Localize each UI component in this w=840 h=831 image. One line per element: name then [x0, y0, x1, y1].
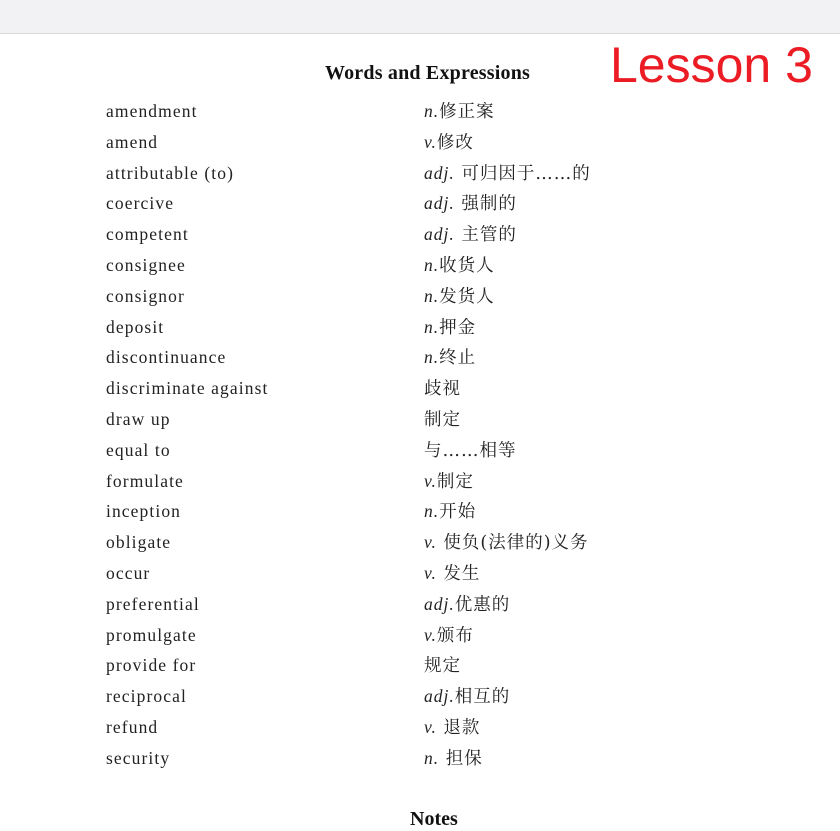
vocab-definition — [424, 466, 474, 497]
vocab-definition — [424, 404, 461, 435]
vocab-term: reciprocal — [106, 686, 187, 707]
vocab-row — [106, 373, 726, 404]
vocab-definition — [424, 373, 461, 404]
chinese-meaning: 终止 — [439, 348, 477, 369]
vocab-definition — [424, 219, 517, 250]
vocab-definition — [424, 681, 510, 712]
vocab-term: coercive — [106, 193, 175, 214]
vocab-term: occur — [106, 562, 151, 583]
vocab-definition — [424, 589, 510, 620]
chinese-meaning: 收货人 — [439, 255, 495, 276]
vocab-term: amendment — [106, 101, 198, 121]
chinese-meaning: 主管的 — [454, 225, 517, 246]
vocab-term: provide for — [106, 655, 197, 676]
part-of-speech: v. — [424, 562, 437, 583]
part-of-speech: v. — [424, 624, 437, 645]
part-of-speech: adj. — [424, 162, 455, 183]
vocab-definition — [424, 127, 474, 158]
vocab-term: discriminate against — [106, 378, 269, 399]
vocab-definition — [424, 342, 476, 373]
vocab-definition — [424, 650, 461, 681]
vocab-row — [106, 250, 726, 281]
vocab-term: competent — [106, 224, 189, 245]
vocab-term: equal to — [106, 439, 171, 460]
vocab-definition — [424, 712, 480, 743]
vocab-term: obligate — [106, 532, 172, 553]
vocab-row — [106, 127, 726, 158]
vocab-term: draw up — [106, 408, 171, 429]
vocab-definition — [424, 558, 480, 589]
part-of-speech: v. — [424, 131, 437, 152]
vocabulary-list — [106, 96, 726, 774]
chinese-meaning: 可归因于……的 — [454, 163, 591, 184]
vocab-definition — [424, 158, 591, 189]
vocab-term: inception — [106, 501, 182, 522]
lesson-label: Lesson 3 — [610, 37, 813, 93]
vocab-row — [106, 96, 726, 127]
vocab-definition — [424, 96, 495, 127]
chinese-meaning: 歧视 — [424, 379, 461, 400]
chinese-meaning: 押金 — [439, 317, 477, 338]
part-of-speech: v. — [424, 470, 437, 491]
vocab-row — [106, 188, 726, 219]
vocab-term: preferential — [106, 593, 200, 614]
vocab-term: security — [106, 747, 171, 768]
vocab-definition — [424, 188, 517, 219]
part-of-speech: n. — [424, 316, 440, 337]
part-of-speech: adj. — [424, 686, 455, 707]
vocab-row — [106, 158, 726, 189]
vocab-term: promulgate — [106, 624, 197, 645]
chinese-meaning: 修正案 — [439, 102, 495, 122]
vocab-definition — [424, 620, 474, 651]
vocab-row — [106, 281, 726, 312]
vocab-row — [106, 620, 726, 651]
chinese-meaning: 退款 — [436, 717, 481, 738]
part-of-speech: v. — [424, 716, 437, 737]
vocab-definition — [424, 496, 476, 527]
vocab-row — [106, 496, 726, 527]
vocab-row — [106, 589, 726, 620]
chinese-meaning: 强制的 — [454, 194, 517, 215]
vocab-row — [106, 342, 726, 373]
vocab-term: deposit — [106, 316, 165, 337]
vocab-row — [106, 312, 726, 343]
chinese-meaning: 制定 — [424, 409, 461, 430]
vocab-term: formulate — [106, 470, 184, 491]
vocab-term: amend — [106, 131, 159, 152]
vocab-row — [106, 466, 726, 497]
vocab-row — [106, 219, 726, 250]
vocab-row — [106, 404, 726, 435]
chinese-meaning: 制定 — [436, 471, 474, 492]
vocab-definition — [424, 435, 517, 466]
part-of-speech: n. — [424, 347, 440, 368]
part-of-speech: adj. — [424, 593, 455, 614]
section-heading: Words and Expressions — [325, 62, 531, 84]
vocab-row — [106, 712, 726, 743]
chinese-meaning: 担保 — [439, 748, 483, 769]
chinese-meaning: 颁布 — [436, 625, 474, 646]
chinese-meaning: 规定 — [424, 656, 461, 677]
chinese-meaning: 与……相等 — [424, 440, 517, 461]
vocab-row — [106, 527, 726, 558]
vocab-term: attributable (to) — [106, 162, 235, 183]
part-of-speech: adj. — [424, 224, 455, 245]
vocab-definition — [424, 743, 483, 774]
part-of-speech: n. — [424, 501, 440, 522]
chinese-meaning: 修改 — [436, 132, 474, 153]
part-of-speech: n. — [424, 101, 440, 121]
vocab-term: consignee — [106, 254, 186, 275]
chinese-meaning: 发生 — [436, 563, 481, 584]
vocab-term: refund — [106, 716, 159, 737]
vocab-definition — [424, 281, 495, 312]
part-of-speech: adj. — [424, 193, 455, 214]
vocab-row — [106, 681, 726, 712]
vocab-definition — [424, 527, 589, 558]
vocab-term: discontinuance — [106, 347, 227, 368]
chinese-meaning: 相互的 — [454, 687, 511, 708]
vocab-definition — [424, 312, 476, 343]
chinese-meaning: 开始 — [439, 502, 477, 523]
vocab-definition — [424, 250, 495, 281]
vocab-row — [106, 650, 726, 681]
part-of-speech: n. — [424, 254, 440, 275]
vocab-row — [106, 435, 726, 466]
part-of-speech: v. — [424, 532, 437, 553]
vocab-row — [106, 558, 726, 589]
chinese-meaning: 发货人 — [439, 286, 495, 307]
chinese-meaning: 优惠的 — [454, 594, 511, 615]
part-of-speech: n. — [424, 285, 440, 306]
vocab-row — [106, 743, 726, 774]
notes-heading: Notes — [410, 808, 458, 830]
viewer-toolbar — [0, 0, 840, 34]
chinese-meaning: 使负(法律的)义务 — [436, 533, 589, 554]
part-of-speech: n. — [424, 747, 440, 768]
vocab-term: consignor — [106, 285, 185, 306]
